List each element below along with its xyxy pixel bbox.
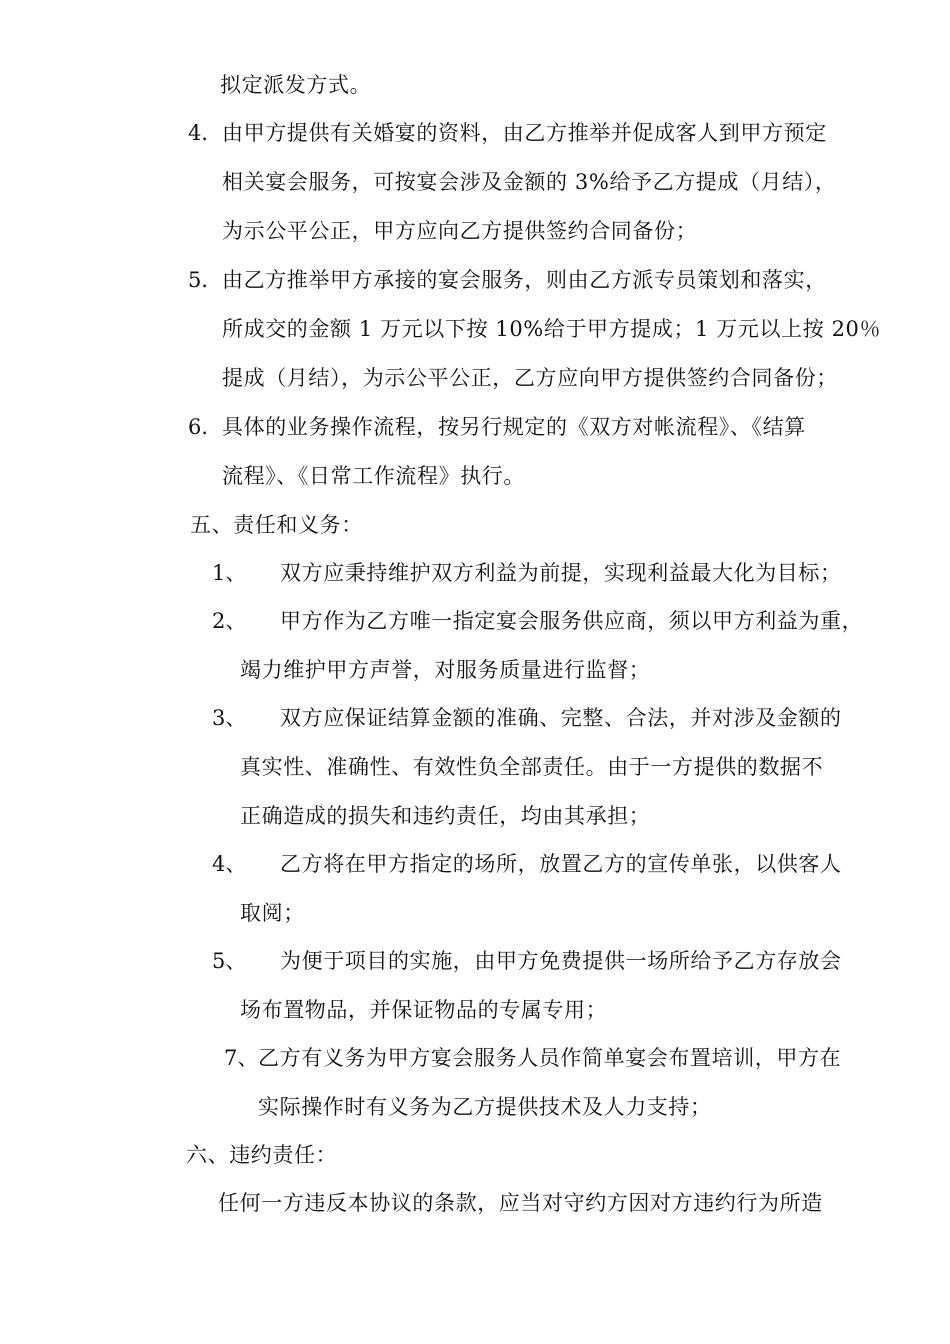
duty-4-line-2: 取阅；	[240, 901, 305, 925]
duty-7-number: 7、	[224, 1046, 259, 1070]
duty-2-number: 2、	[212, 609, 247, 633]
duty-4-line-1: 乙方将在甲方指定的场所，放置乙方的宣传单张，以供客人	[280, 852, 842, 876]
clause-5-number: 5．	[188, 268, 223, 292]
duty-5-line-1: 为便于项目的实施，由甲方免费提供一场所给予乙方存放会	[280, 949, 842, 973]
continuation-line: 拟定派发方式。	[220, 73, 372, 97]
clause-5-line-1: 由乙方推举甲方承接的宴会服务，则由乙方派专员策划和落实，	[222, 268, 827, 292]
clause-6-line-2: 流程》、《日常工作流程》执行。	[222, 464, 525, 488]
clause-6-line-1: 具体的业务操作流程，按另行规定的《双方对帐流程》、《结算	[222, 415, 806, 439]
duty-5-number: 5、	[212, 949, 247, 973]
clause-6-number: 6．	[188, 415, 223, 439]
duty-1-line-1: 双方应秉持维护双方利益为前提，实现利益最大化为目标；	[280, 561, 842, 585]
clause-5-line-2: 所成交的金额 1 万元以下按 10%给于甲方提成；1 万元以上按 20％	[222, 317, 882, 341]
duty-7-line-1: 乙方有义务为甲方宴会服务人员作简单宴会布置培训，甲方在	[258, 1046, 842, 1070]
duty-4-number: 4、	[212, 852, 247, 876]
duty-2-line-1: 甲方作为乙方唯一指定宴会服务供应商，须以甲方利益为重，	[280, 609, 864, 633]
duty-3-line-1: 双方应保证结算金额的准确、完整、合法，并对涉及金额的	[280, 706, 842, 730]
clause-5-line-3: 提成（月结），为示公平公正，乙方应向甲方提供签约合同备份；	[222, 366, 838, 390]
section-6-heading: 六、违约责任：	[186, 1143, 338, 1167]
duty-1-number: 1、	[212, 561, 247, 585]
duty-2-line-2: 竭力维护甲方声誉，对服务质量进行监督；	[240, 658, 651, 682]
clause-4-number: 4．	[188, 121, 223, 145]
clause-4-line-3: 为示公平公正，甲方应向乙方提供签约合同备份；	[222, 219, 698, 243]
duty-7-line-2: 实际操作时有义务为乙方提供技术及人力支持；	[258, 1095, 712, 1119]
duty-3-line-3: 正确造成的损失和违约责任，均由其承担；	[240, 804, 651, 828]
clause-4-line-2: 相关宴会服务，可按宴会涉及金额的 3%给予乙方提成（月结），	[222, 170, 837, 194]
duty-3-number: 3、	[212, 706, 247, 730]
section-5-heading: 五、责任和义务：	[190, 513, 363, 537]
duty-3-line-2: 真实性、准确性、有效性负全部责任。由于一方提供的数据不	[240, 755, 824, 779]
section-6-line-1: 任何一方违反本协议的条款，应当对守约方因对方违约行为所造	[218, 1191, 823, 1215]
duty-5-line-2: 场布置物品，并保证物品的专属专用；	[240, 998, 608, 1022]
clause-4-line-1: 由甲方提供有关婚宴的资料，由乙方推举并促成客人到甲方预定	[222, 121, 827, 145]
